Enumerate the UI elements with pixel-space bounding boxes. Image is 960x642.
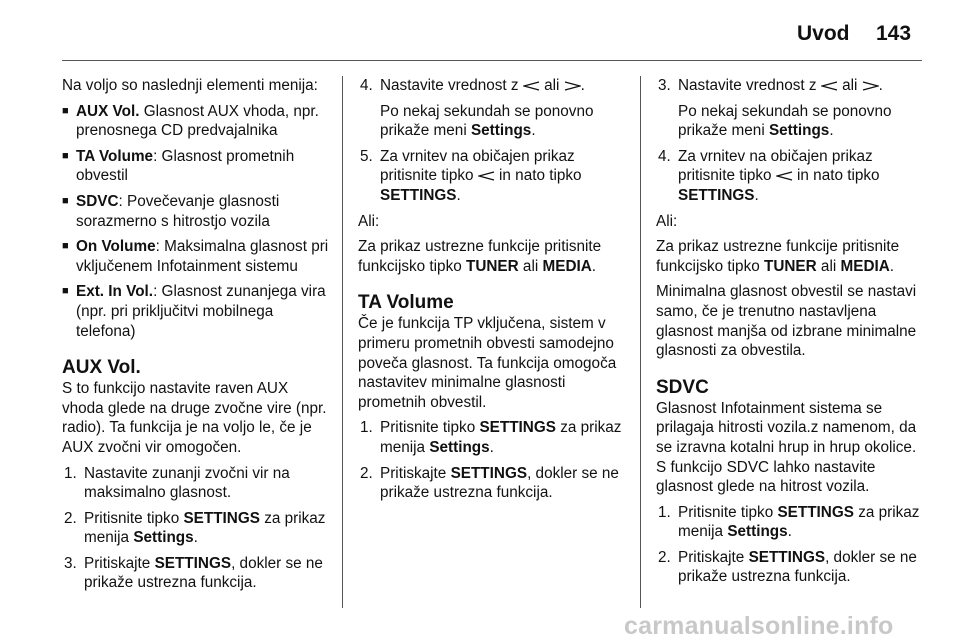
step-text: . [531, 122, 536, 140]
step-text: Po nekaj sekundah se ponovno prikaže meni [678, 102, 892, 140]
step-text: . [489, 438, 494, 456]
key-label: SETTINGS [777, 503, 854, 521]
triangle-right-icon [862, 81, 879, 91]
triangle-right-icon [564, 81, 581, 91]
menu-term: Ext. In Vol. [76, 283, 154, 301]
step-text: , dokler se ne prikaže ustrezna funkcija. [380, 464, 619, 502]
alt-text: ali [518, 257, 543, 275]
step-item [62, 554, 334, 593]
triangle-left-icon [821, 81, 838, 91]
step-number: 5. [360, 147, 373, 165]
step-item [62, 509, 334, 548]
column-divider-2 [640, 76, 641, 608]
step-text: Pritiskajte [678, 548, 749, 566]
step-item [358, 76, 630, 141]
menu-desc: : Glasnost zunanjega vira (npr. pri priključitvi mobilnega telefona) [76, 283, 326, 340]
page-header [0, 0, 960, 62]
step-text: . [580, 77, 585, 94]
step-number: 1. [360, 419, 373, 437]
column-3 [656, 76, 924, 593]
step-number: 1. [658, 503, 671, 521]
back-triangle-icon [776, 171, 793, 181]
step-item [656, 548, 924, 587]
key-label: SETTINGS [479, 419, 556, 437]
step-text: Nastavite zunanji zvočni vir na maksimalno glasnost. [84, 464, 290, 502]
step-item [656, 503, 924, 542]
step-text: . [456, 186, 461, 204]
step-text: . [787, 523, 792, 541]
step-text: za prikaz menija [380, 419, 622, 456]
menu-label: Settings [133, 529, 194, 547]
triangle-left-icon [523, 81, 540, 91]
ali-text: Ali: [656, 212, 678, 230]
steps-list [358, 418, 630, 502]
step-item [358, 464, 630, 503]
step-number: 2. [360, 464, 373, 482]
steps-list [656, 76, 924, 206]
key-label: MEDIA [840, 257, 890, 275]
step-text: ali [539, 77, 564, 94]
steps-list [358, 76, 630, 206]
step-text: . [193, 529, 198, 547]
menu-term: TA Volume [76, 147, 154, 165]
step-text: in nato tipko [494, 167, 582, 185]
key-label: SETTINGS [380, 186, 457, 204]
menu-label: Settings [429, 438, 490, 456]
section-heading-sdvc: SDVC [656, 376, 709, 398]
step-text: Pritisnite tipko [380, 419, 480, 437]
column-2 [358, 76, 630, 509]
step-text: . [829, 122, 834, 140]
page-title: Uvod [797, 22, 850, 45]
intro-text: Na voljo so naslednji elementi menija: [62, 77, 318, 94]
steps-list [62, 464, 334, 594]
step-number: 1. [64, 464, 77, 482]
section-text: Glasnost Infotainment sistema se prilagaja hitrosti vozila.z namenom, da se izravna kotalni hrup in hrup okolice. S funkcijo SDVC lahko nastavite glasnost glede na hitrost vozila. [656, 399, 917, 496]
step-item [62, 464, 334, 503]
section-heading-ta: TA Volume [358, 292, 454, 314]
step-text: Za vrnitev na običajen prikaz pritisnite tipko [678, 147, 873, 185]
key-label: SETTINGS [748, 548, 826, 566]
section-text: S to funkcijo nastavite raven AUX vhoda glede na druge zvočne vire (npr. radio). Ta funkcija je na voljo le, če je AUX zvočni vir omogočen. [62, 380, 327, 456]
step-item [358, 418, 630, 457]
step-text: za prikaz menija [84, 509, 326, 547]
step-text: Pritisnite tipko [678, 503, 778, 521]
step-text: Za vrnitev na običajen prikaz pritisnite tipko [380, 147, 575, 185]
menu-desc: : Maksimalna glasnost pri vključenem Infotainment sistemu [76, 238, 329, 275]
section-heading-aux: AUX Vol. [62, 357, 141, 379]
column-divider-1 [342, 76, 343, 608]
menu-term: SDVC [76, 192, 119, 210]
alt-text: . [591, 257, 597, 275]
alt-text: . [889, 257, 895, 275]
menu-label: Settings [470, 122, 532, 140]
step-text: . [754, 186, 759, 204]
step-text: Pritiskajte [84, 554, 155, 572]
step-text: ali [837, 77, 862, 94]
list-item [62, 147, 334, 186]
section-text: Minimalna glasnost obvestil se nastavi samo, če je trenutno nastavljena glasnost manjša od izbrane minimalne glasnosti za obvestila. [656, 283, 917, 360]
step-number: 3. [658, 77, 671, 94]
alt-text: Za prikaz ustrezne funkcije pritisnite funkcijsko tipko [358, 238, 602, 275]
step-number: 4. [658, 147, 671, 165]
page-number: 143 [876, 22, 912, 45]
step-item [656, 147, 924, 206]
watermark: carmanualsonline.info [624, 612, 894, 640]
step-item [358, 147, 630, 206]
step-text: in nato tipko [792, 167, 880, 185]
step-number: 2. [658, 548, 671, 566]
alt-text: ali [816, 257, 841, 275]
step-text: Nastavite vrednost z [678, 77, 821, 94]
step-text: Pritisnite tipko [84, 509, 184, 527]
menu-term: On Volume [76, 238, 156, 256]
step-text: Pritiskajte [380, 464, 451, 482]
step-item [656, 76, 924, 141]
menu-desc: : Povečevanje glasnosti sorazmerno s hitrostjo vozila [76, 192, 280, 230]
back-triangle-icon [478, 171, 495, 181]
list-item [62, 102, 334, 141]
menu-label: Settings [768, 122, 830, 140]
key-label: MEDIA [542, 257, 592, 275]
steps-list [656, 503, 924, 587]
key-label: TUNER [763, 257, 817, 275]
step-text: , dokler se ne prikaže ustrezna funkcija. [678, 548, 917, 586]
step-number: 2. [64, 509, 77, 527]
list-item [62, 282, 334, 341]
list-item [62, 237, 334, 276]
step-text: , dokler se ne prikaže ustrezna funkcija. [84, 554, 323, 592]
step-note [678, 102, 924, 141]
step-text: Po nekaj sekundah se ponovno prikaže meni [380, 102, 594, 140]
alternative-text [656, 237, 924, 276]
step-number: 4. [360, 77, 373, 94]
step-text: Nastavite vrednost z [380, 77, 523, 94]
step-text: za prikaz menija [678, 503, 920, 541]
key-label: SETTINGS [154, 554, 232, 572]
key-label: SETTINGS [678, 186, 755, 204]
menu-desc: Glasnost AUX vhoda, npr. prenosnega CD predvajalnika [76, 102, 319, 140]
alt-text: Za prikaz ustrezne funkcije pritisnite funkcijsko tipko [656, 238, 900, 275]
header-rule [62, 60, 922, 61]
step-note [380, 102, 630, 141]
key-label: TUNER [465, 257, 519, 275]
menu-desc: : Glasnost prometnih obvestil [76, 147, 295, 185]
list-item [62, 192, 334, 231]
section-text: Če je funkcija TP vključena, sistem v primeru prometnih obvesti samodejno poveča glasnost. Ta funkcija omogoča nastavitev minimalne glasnosti prometnih obvestil. [358, 315, 617, 411]
key-label: SETTINGS [450, 464, 528, 482]
step-text: . [878, 77, 883, 94]
ali-text: Ali: [358, 212, 380, 230]
menu-term: AUX Vol. [76, 102, 140, 120]
alternative-text [358, 237, 630, 276]
menu-label: Settings [727, 523, 788, 541]
column-1 [62, 76, 334, 599]
step-number: 3. [64, 554, 77, 572]
key-label: SETTINGS [183, 509, 260, 527]
